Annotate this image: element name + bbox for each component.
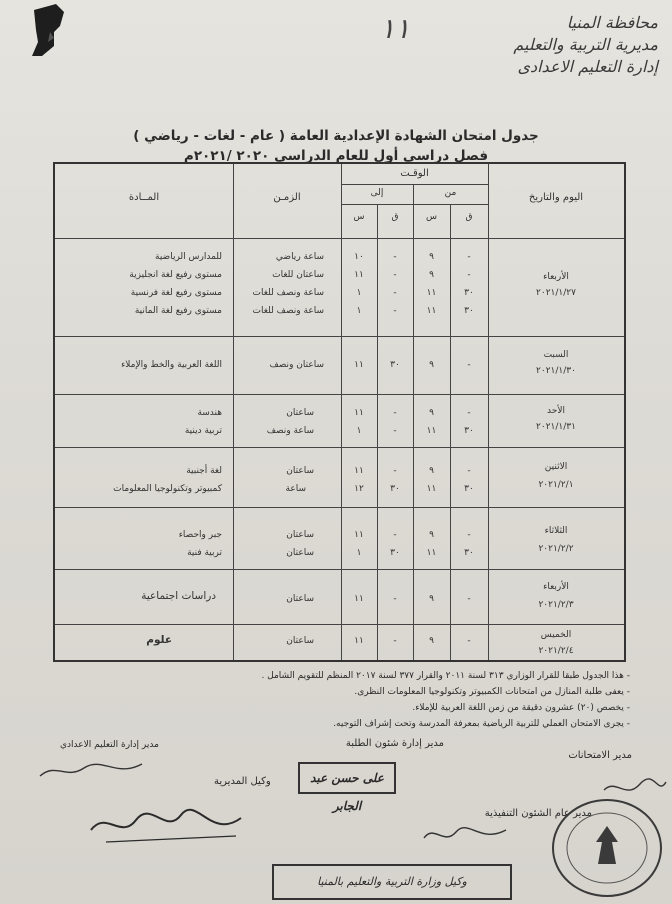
to-s: ١: [356, 306, 362, 316]
header-to-s: س: [353, 212, 365, 222]
duration: ساعتان ونصف: [269, 360, 324, 370]
subject: تربية دينية: [184, 426, 222, 436]
duration: ساعة: [285, 484, 306, 494]
header-subject: المــادة: [128, 192, 160, 203]
to-s: ١٠: [354, 252, 364, 262]
directorate: مديرية التربية والتعليم: [513, 35, 658, 54]
note-item: - يعفى طلبة المنازل من امتحانات الكمبيوتر وتكنولوجيا المعلومات النظرى.: [354, 687, 630, 697]
from-q: -: [467, 408, 471, 418]
students-affairs-label: مدير إدارة شئون الطلبة: [345, 738, 444, 749]
deputy-signature-icon: [86, 800, 246, 850]
from-s: ٩: [429, 252, 434, 262]
subject: كمبيوتر وتكنولوجيا المعلومات: [113, 484, 222, 494]
to-q: -: [393, 252, 397, 262]
duration: ساعة رياضي: [275, 252, 324, 262]
governorate: محافظة المنيا: [566, 13, 658, 32]
from-q: -: [467, 466, 471, 476]
note-item: - يخصص (٢٠) عشرون دقيقة من زمن اللغة العربية للإملاء.: [412, 703, 630, 713]
from-s: ٩: [429, 594, 434, 604]
row-day: الثلاثاء: [544, 526, 568, 536]
subject: علوم: [146, 634, 172, 646]
subject: مستوى رفيع لغة انجليزية: [129, 270, 222, 280]
to-s: ١: [356, 548, 362, 558]
from-s: ٩: [429, 408, 434, 418]
prep-ed-manager-label: مدير إدارة التعليم الاعدادي: [60, 740, 159, 750]
row-day: الأحد: [547, 406, 565, 416]
subject: جبر واحصاء: [178, 530, 222, 540]
subject: مستوى رفيع لغة المانية: [134, 306, 222, 316]
header-from-s: س: [426, 212, 437, 222]
row-day: السبت: [543, 350, 569, 360]
duration: ساعتان: [286, 548, 314, 558]
note-item: - هذا الجدول طبقا للقرار الوزاري ٣١٣ لسنة ٢٠١١ والقرار ٣٧٧ لسنة ٢٠١٧ المنظم للتقويم الشامل .: [261, 671, 630, 681]
header-duration: الزمـن: [273, 192, 301, 203]
header-to: إلى: [370, 188, 384, 198]
duration: ساعتان: [286, 530, 314, 540]
notes-list: [180, 668, 630, 732]
general-manager-label: مدير عام الشئون التنفيذية: [484, 808, 592, 819]
deputy-directorate-label: وكيل المديرية: [214, 776, 271, 787]
to-s: ١٢: [354, 484, 364, 494]
page-subtitle: فصل دراسي أول للعام الدراسي ٢٠٢٠ /٢٠٢١م: [183, 148, 489, 164]
students-affairs-stamp: على حسن عبد الجابر: [298, 762, 396, 794]
department: إدارة التعليم الاعدادى: [517, 57, 658, 76]
from-s: ١١: [426, 484, 437, 494]
subject: للمدارس الرياضية: [155, 252, 222, 262]
from-q: ٣٠: [464, 484, 474, 494]
subject: هندسة: [197, 408, 222, 418]
from-s: ٩: [429, 636, 434, 646]
from-q: -: [467, 636, 471, 646]
to-q: ٣٠: [390, 548, 400, 558]
duration: ساعتان: [286, 466, 314, 476]
from-s: ١١: [426, 288, 437, 298]
to-s: ١١: [354, 270, 364, 280]
from-q: -: [467, 270, 471, 280]
nefertiti-logo-icon: [24, 2, 74, 58]
to-s: ١١: [354, 530, 364, 540]
from-q: ٣٠: [464, 426, 474, 436]
deputy-ministry-stamp: وكيل وزارة التربية والتعليم بالمنيا: [272, 864, 512, 900]
to-s: ١: [356, 288, 362, 298]
row-date: ٢٠٢١/١/٢٧: [536, 288, 576, 298]
to-q: -: [393, 270, 397, 280]
to-s: ١: [356, 426, 362, 436]
from-s: ١١: [426, 426, 437, 436]
from-q: ٣٠: [464, 548, 474, 558]
exams-manager-label: مدير الامتحانات: [568, 750, 632, 761]
row-date: ٢٠٢١/٢/٣: [538, 600, 574, 610]
subject: مستوى رفيع لغة فرنسية: [130, 288, 222, 298]
row-date: ٢٠٢١/٢/٤: [538, 646, 574, 656]
header-day-date: اليوم والتاريخ: [528, 192, 584, 203]
duration: ساعة ونصف للغات: [252, 288, 324, 298]
to-q: -: [393, 530, 397, 540]
row-date: ٢٠٢١/٢/٢: [538, 544, 574, 554]
prep-ed-signature-icon: [36, 756, 146, 786]
from-s: ٩: [429, 466, 434, 476]
from-q: -: [467, 530, 471, 540]
subject: اللغة العربية والخط والإملاء: [121, 360, 222, 370]
from-s: ٩: [429, 530, 434, 540]
from-s: ٩: [429, 270, 434, 280]
header-from: من: [444, 188, 457, 198]
header-time: الوقـت: [400, 168, 429, 179]
from-q: ٣٠: [464, 306, 474, 316]
row-date: ٢٠٢١/١/٣٠: [536, 366, 576, 376]
from-s: ١١: [426, 306, 437, 316]
to-q: ٣٠: [390, 484, 400, 494]
duration: ساعتان: [286, 594, 314, 604]
to-s: ١١: [354, 360, 364, 370]
to-q: -: [393, 594, 397, 604]
row-date: ٢٠٢١/٢/١: [538, 480, 574, 490]
to-q: -: [393, 426, 397, 436]
row-date: ٢٠٢١/١/٣١: [536, 422, 576, 432]
to-s: ١١: [354, 408, 364, 418]
header-from-q: ق: [465, 212, 473, 222]
from-q: -: [467, 252, 471, 262]
subject: لغة أجنبية: [186, 466, 222, 476]
row-day: الأربعاء: [543, 582, 569, 592]
from-q: ٣٠: [464, 288, 474, 298]
to-q: -: [393, 288, 397, 298]
from-s: ١١: [426, 548, 437, 558]
row-day: الاثنين: [544, 462, 568, 472]
note-item: - يجرى الامتحان العملي للتربية الرياضية بمعرفة المدرسة وتحت إشراف التوجيه.: [333, 719, 630, 729]
general-manager-signature-icon: [420, 820, 510, 850]
subject: دراسات اجتماعية: [141, 590, 216, 602]
duration: ساعة ونصف للغات: [252, 306, 324, 316]
to-q: -: [393, 636, 397, 646]
duration: ساعة ونصف: [266, 426, 314, 436]
from-q: -: [467, 594, 471, 604]
page-title: جدول امتحان الشهادة الإعدادية العامة ( عام - لغات - رياضي ): [133, 128, 539, 144]
page-number: ١١: [380, 12, 411, 45]
to-q: -: [393, 408, 397, 418]
to-q: ٣٠: [390, 360, 400, 370]
from-s: ٩: [429, 360, 434, 370]
duration: ساعتان: [286, 636, 314, 646]
to-q: -: [393, 466, 397, 476]
subject: تربية فنية: [187, 548, 222, 558]
to-s: ١١: [354, 466, 364, 476]
letterhead: [478, 12, 658, 78]
exam-schedule-table: [53, 162, 626, 662]
to-q: -: [393, 306, 397, 316]
to-s: ١١: [354, 594, 364, 604]
row-day: الأربعاء: [543, 272, 569, 282]
row-day: الخميس: [540, 630, 572, 640]
header-to-q: ق: [391, 212, 399, 222]
duration: ساعتان للغات: [272, 270, 324, 280]
to-s: ١١: [354, 636, 364, 646]
duration: ساعتان: [286, 408, 314, 418]
from-q: -: [467, 360, 471, 370]
official-seal-icon: [548, 796, 666, 900]
